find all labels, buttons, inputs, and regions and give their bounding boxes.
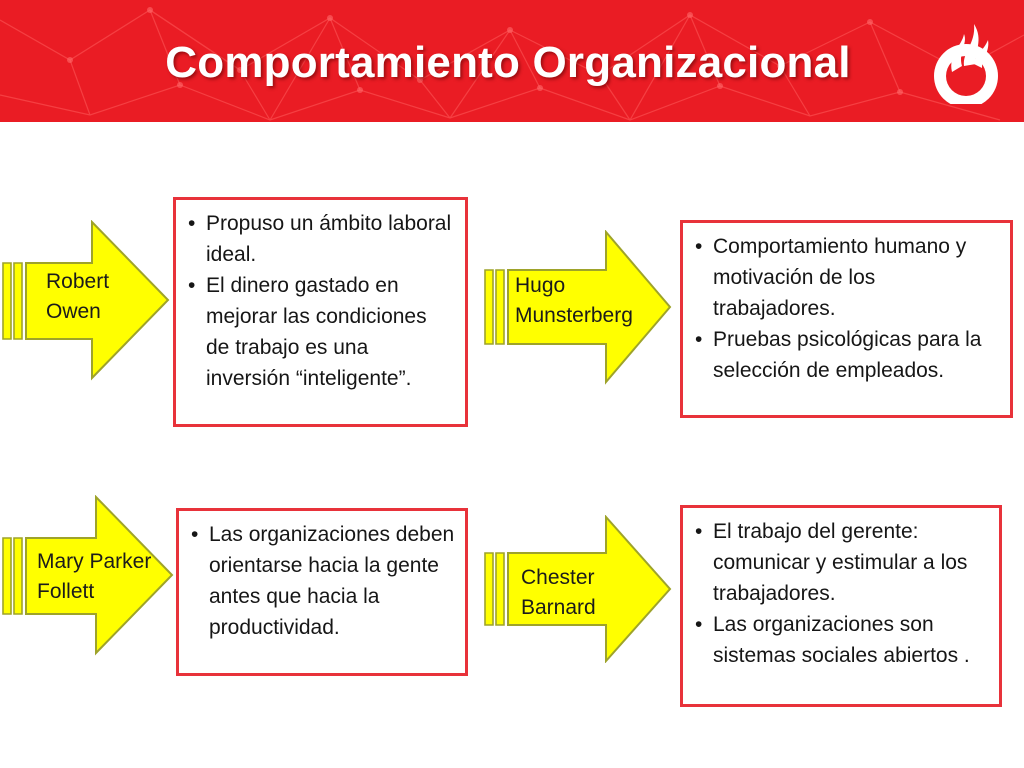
arrow-label-mary-parker-follett: Mary Parker Follett — [37, 550, 152, 603]
bullet-point: • Las organizaciones deben orientarse hacia la gente antes que hacia la productividad. — [189, 519, 455, 643]
bullet-point: • Comportamiento humano y motivación de los trabajadores. — [693, 231, 1000, 324]
info-box-mary-parker-follett — [176, 508, 468, 676]
bullet-point: • El trabajo del gerente: comunicar y estimular a los trabajadores. — [693, 516, 989, 609]
page-title: Comportamiento Organizacional — [165, 38, 851, 87]
bullet-point: • Las organizaciones son sistemas sociales abiertos . — [693, 609, 989, 671]
flame-logo-icon — [928, 14, 1008, 104]
info-box-hugo-munsterberg — [680, 220, 1013, 418]
info-box-robert-owen — [173, 197, 468, 427]
bullet-point: • Propuso un ámbito laboral ideal. — [186, 208, 455, 270]
header-banner — [0, 0, 1024, 122]
info-box-chester-barnard — [680, 505, 1002, 707]
arrow-label-robert-owen: Robert Owen — [46, 270, 110, 323]
bullet-point: • El dinero gastado en mejorar las condiciones de trabajo es una inversión “inteligente”. — [186, 270, 455, 394]
arrow-label-chester-barnard: Chester Barnard — [521, 566, 596, 619]
bullet-point: • Pruebas psicológicas para la selección de empleados. — [693, 324, 1000, 386]
arrow-label-hugo-munsterberg: Hugo Munsterberg — [515, 274, 633, 327]
